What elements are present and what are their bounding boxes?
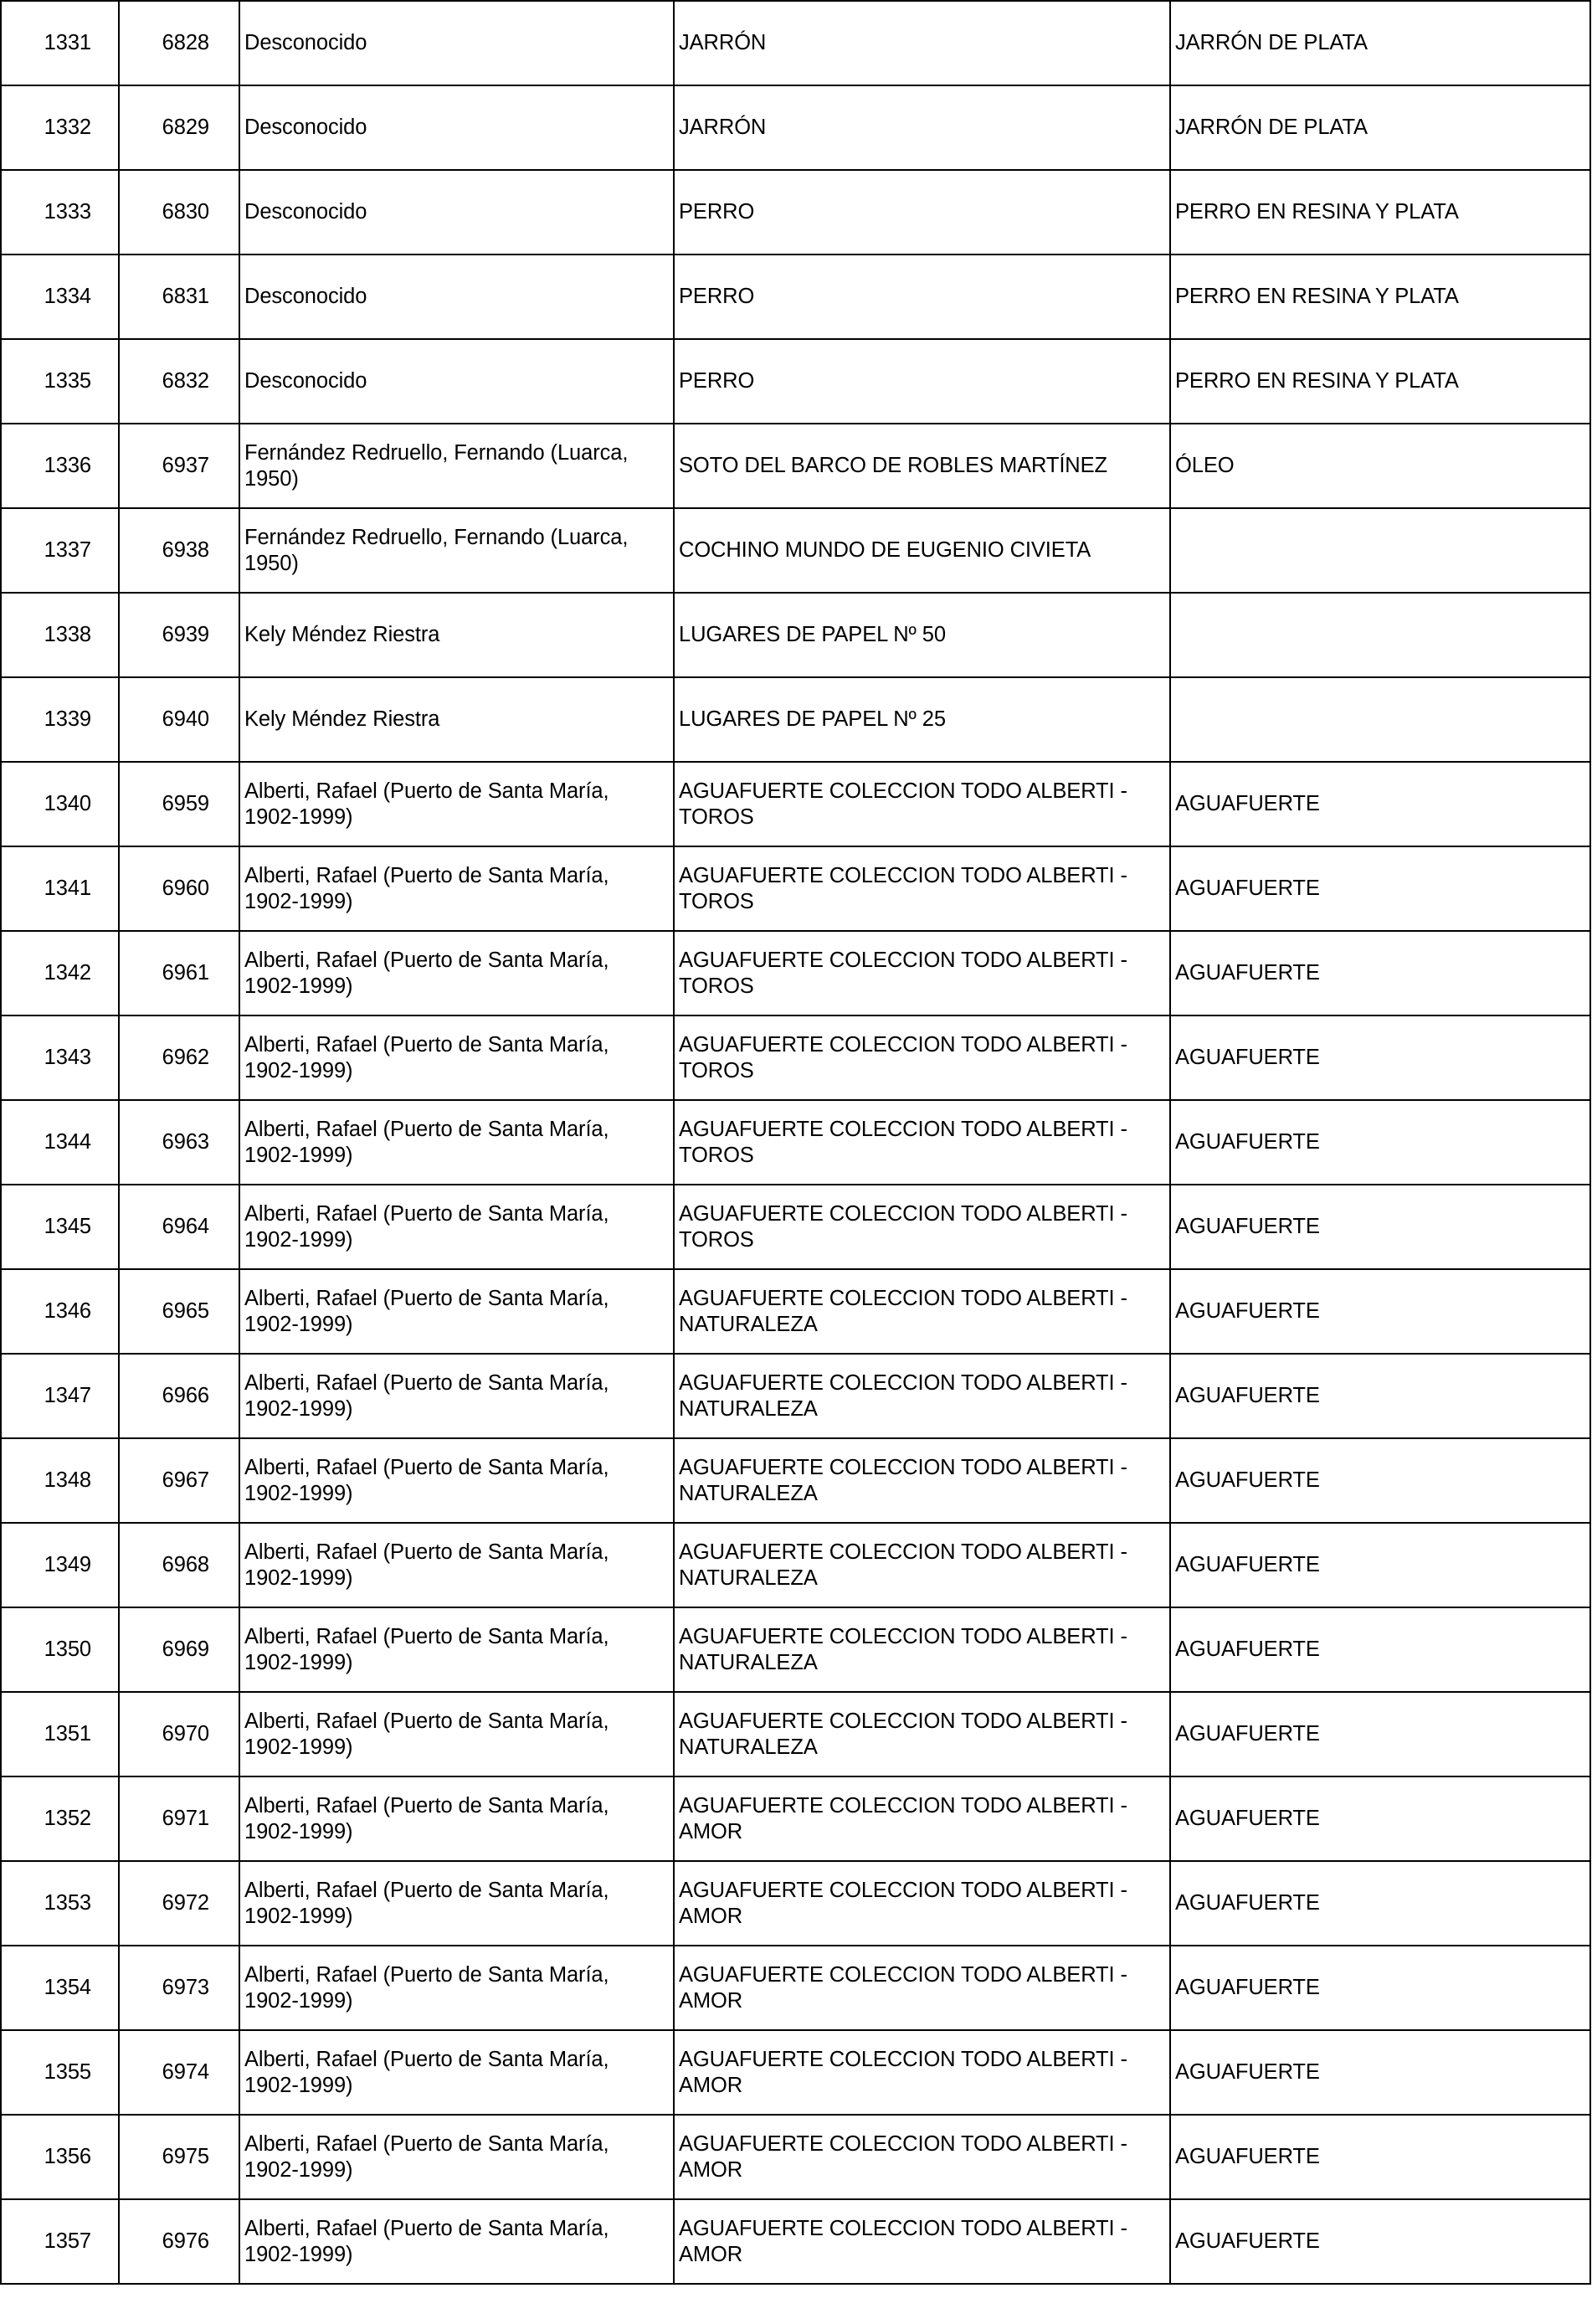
table-row: [1, 762, 1590, 846]
inventory-number-cell: 6966: [119, 1354, 239, 1438]
technique-cell: AGUAFUERTE: [1170, 1438, 1590, 1523]
row-number-cell: 1357: [1, 2199, 119, 2284]
author-cell: Desconocido: [239, 339, 674, 424]
inventory-number-cell: 6940: [119, 677, 239, 762]
row-number-cell: 1338: [1, 593, 119, 677]
title-cell: JARRÓN: [674, 1, 1170, 85]
row-number-cell: 1354: [1, 1946, 119, 2030]
table-row: [1, 255, 1590, 339]
technique-cell: AGUAFUERTE: [1170, 1776, 1590, 1861]
table-row: [1, 846, 1590, 931]
row-number-cell: 1342: [1, 931, 119, 1015]
technique-cell: AGUAFUERTE: [1170, 931, 1590, 1015]
row-number-cell: 1344: [1, 1100, 119, 1185]
table-row: [1, 508, 1590, 593]
author-cell: Alberti, Rafael (Puerto de Santa María, 1902-1999): [239, 1946, 674, 2030]
inventory-number-cell: 6832: [119, 339, 239, 424]
table-row: [1, 1776, 1590, 1861]
author-cell: Kely Méndez Riestra: [239, 677, 674, 762]
row-number-cell: 1334: [1, 255, 119, 339]
author-cell: Desconocido: [239, 1, 674, 85]
technique-cell: AGUAFUERTE: [1170, 2030, 1590, 2115]
technique-cell: JARRÓN DE PLATA: [1170, 1, 1590, 85]
inventory-number-cell: 6959: [119, 762, 239, 846]
inventory-number-cell: 6971: [119, 1776, 239, 1861]
row-number-cell: 1350: [1, 1607, 119, 1692]
table-row: [1, 2030, 1590, 2115]
title-cell: AGUAFUERTE COLECCION TODO ALBERTI - TOROS: [674, 931, 1170, 1015]
inventory-number-cell: 6830: [119, 170, 239, 255]
technique-cell: AGUAFUERTE: [1170, 1607, 1590, 1692]
table-row: [1, 1185, 1590, 1269]
author-cell: Alberti, Rafael (Puerto de Santa María, 1902-1999): [239, 1438, 674, 1523]
title-cell: AGUAFUERTE COLECCION TODO ALBERTI - AMOR: [674, 1946, 1170, 2030]
author-cell: Alberti, Rafael (Puerto de Santa María, 1902-1999): [239, 762, 674, 846]
title-cell: AGUAFUERTE COLECCION TODO ALBERTI - NATURALEZA: [674, 1523, 1170, 1607]
row-number-cell: 1353: [1, 1861, 119, 1946]
table-row: [1, 1100, 1590, 1185]
author-cell: Alberti, Rafael (Puerto de Santa María, 1902-1999): [239, 931, 674, 1015]
technique-cell: PERRO EN RESINA Y PLATA: [1170, 170, 1590, 255]
table-row: [1, 1354, 1590, 1438]
title-cell: AGUAFUERTE COLECCION TODO ALBERTI - TOROS: [674, 1185, 1170, 1269]
author-cell: Desconocido: [239, 170, 674, 255]
title-cell: LUGARES DE PAPEL Nº 25: [674, 677, 1170, 762]
technique-cell: [1170, 677, 1590, 762]
table-row: [1, 339, 1590, 424]
inventory-number-cell: 6964: [119, 1185, 239, 1269]
technique-cell: AGUAFUERTE: [1170, 762, 1590, 846]
technique-cell: [1170, 593, 1590, 677]
title-cell: AGUAFUERTE COLECCION TODO ALBERTI - AMOR: [674, 2199, 1170, 2284]
author-cell: Alberti, Rafael (Puerto de Santa María, 1902-1999): [239, 846, 674, 931]
technique-cell: AGUAFUERTE: [1170, 1861, 1590, 1946]
title-cell: AGUAFUERTE COLECCION TODO ALBERTI - TOROS: [674, 1100, 1170, 1185]
author-cell: Kely Méndez Riestra: [239, 593, 674, 677]
table-row: [1, 424, 1590, 508]
row-number-cell: 1337: [1, 508, 119, 593]
row-number-cell: 1335: [1, 339, 119, 424]
title-cell: SOTO DEL BARCO DE ROBLES MARTÍNEZ: [674, 424, 1170, 508]
title-cell: PERRO: [674, 170, 1170, 255]
row-number-cell: 1346: [1, 1269, 119, 1354]
inventory-number-cell: 6968: [119, 1523, 239, 1607]
table-row: [1, 1946, 1590, 2030]
table-row: [1, 1, 1590, 85]
inventory-number-cell: 6969: [119, 1607, 239, 1692]
technique-cell: JARRÓN DE PLATA: [1170, 85, 1590, 170]
inventory-number-cell: 6972: [119, 1861, 239, 1946]
row-number-cell: 1351: [1, 1692, 119, 1776]
title-cell: PERRO: [674, 339, 1170, 424]
table-row: [1, 1861, 1590, 1946]
author-cell: Desconocido: [239, 85, 674, 170]
row-number-cell: 1339: [1, 677, 119, 762]
table-row: [1, 1607, 1590, 1692]
author-cell: Alberti, Rafael (Puerto de Santa María, 1902-1999): [239, 1607, 674, 1692]
author-cell: Alberti, Rafael (Puerto de Santa María, 1902-1999): [239, 2199, 674, 2284]
title-cell: AGUAFUERTE COLECCION TODO ALBERTI - AMOR: [674, 2030, 1170, 2115]
title-cell: AGUAFUERTE COLECCION TODO ALBERTI - NATURALEZA: [674, 1607, 1170, 1692]
technique-cell: AGUAFUERTE: [1170, 1692, 1590, 1776]
technique-cell: AGUAFUERTE: [1170, 1100, 1590, 1185]
row-number-cell: 1343: [1, 1015, 119, 1100]
title-cell: AGUAFUERTE COLECCION TODO ALBERTI - AMOR: [674, 1776, 1170, 1861]
title-cell: LUGARES DE PAPEL Nº 50: [674, 593, 1170, 677]
technique-cell: PERRO EN RESINA Y PLATA: [1170, 255, 1590, 339]
technique-cell: [1170, 508, 1590, 593]
inventory-number-cell: 6967: [119, 1438, 239, 1523]
technique-cell: AGUAFUERTE: [1170, 1523, 1590, 1607]
author-cell: Fernández Redruello, Fernando (Luarca, 1950): [239, 424, 674, 508]
row-number-cell: 1349: [1, 1523, 119, 1607]
table-row: [1, 1015, 1590, 1100]
inventory-number-cell: 6970: [119, 1692, 239, 1776]
row-number-cell: 1355: [1, 2030, 119, 2115]
technique-cell: ÓLEO: [1170, 424, 1590, 508]
row-number-cell: 1332: [1, 85, 119, 170]
row-number-cell: 1352: [1, 1776, 119, 1861]
inventory-number-cell: 6938: [119, 508, 239, 593]
inventory-number-cell: 6961: [119, 931, 239, 1015]
row-number-cell: 1348: [1, 1438, 119, 1523]
technique-cell: AGUAFUERTE: [1170, 2115, 1590, 2199]
table-row: [1, 1438, 1590, 1523]
author-cell: Alberti, Rafael (Puerto de Santa María, 1902-1999): [239, 1523, 674, 1607]
author-cell: Alberti, Rafael (Puerto de Santa María, 1902-1999): [239, 1776, 674, 1861]
technique-cell: PERRO EN RESINA Y PLATA: [1170, 339, 1590, 424]
inventory-number-cell: 6960: [119, 846, 239, 931]
table-row: [1, 1523, 1590, 1607]
row-number-cell: 1331: [1, 1, 119, 85]
technique-cell: AGUAFUERTE: [1170, 1354, 1590, 1438]
row-number-cell: 1345: [1, 1185, 119, 1269]
row-number-cell: 1340: [1, 762, 119, 846]
technique-cell: AGUAFUERTE: [1170, 1185, 1590, 1269]
inventory-number-cell: 6829: [119, 85, 239, 170]
inventory-number-cell: 6828: [119, 1, 239, 85]
inventory-number-cell: 6973: [119, 1946, 239, 2030]
author-cell: Fernández Redruello, Fernando (Luarca, 1950): [239, 508, 674, 593]
inventory-table-body: [1, 1, 1590, 2284]
title-cell: AGUAFUERTE COLECCION TODO ALBERTI - TOROS: [674, 846, 1170, 931]
inventory-number-cell: 6965: [119, 1269, 239, 1354]
inventory-number-cell: 6831: [119, 255, 239, 339]
table-row: [1, 2199, 1590, 2284]
author-cell: Alberti, Rafael (Puerto de Santa María, 1902-1999): [239, 1185, 674, 1269]
table-row: [1, 677, 1590, 762]
author-cell: Desconocido: [239, 255, 674, 339]
technique-cell: AGUAFUERTE: [1170, 1946, 1590, 2030]
author-cell: Alberti, Rafael (Puerto de Santa María, 1902-1999): [239, 1269, 674, 1354]
technique-cell: AGUAFUERTE: [1170, 1269, 1590, 1354]
technique-cell: AGUAFUERTE: [1170, 1015, 1590, 1100]
inventory-number-cell: 6937: [119, 424, 239, 508]
table-row: [1, 593, 1590, 677]
author-cell: Alberti, Rafael (Puerto de Santa María, 1902-1999): [239, 1354, 674, 1438]
inventory-number-cell: 6939: [119, 593, 239, 677]
title-cell: JARRÓN: [674, 85, 1170, 170]
title-cell: AGUAFUERTE COLECCION TODO ALBERTI - NATURALEZA: [674, 1269, 1170, 1354]
title-cell: AGUAFUERTE COLECCION TODO ALBERTI - TOROS: [674, 1015, 1170, 1100]
table-row: [1, 2115, 1590, 2199]
author-cell: Alberti, Rafael (Puerto de Santa María, 1902-1999): [239, 1015, 674, 1100]
title-cell: AGUAFUERTE COLECCION TODO ALBERTI - NATURALEZA: [674, 1692, 1170, 1776]
author-cell: Alberti, Rafael (Puerto de Santa María, 1902-1999): [239, 1861, 674, 1946]
title-cell: AGUAFUERTE COLECCION TODO ALBERTI - AMOR: [674, 2115, 1170, 2199]
title-cell: AGUAFUERTE COLECCION TODO ALBERTI - AMOR: [674, 1861, 1170, 1946]
inventory-number-cell: 6974: [119, 2030, 239, 2115]
row-number-cell: 1341: [1, 846, 119, 931]
row-number-cell: 1347: [1, 1354, 119, 1438]
inventory-number-cell: 6975: [119, 2115, 239, 2199]
table-row: [1, 931, 1590, 1015]
technique-cell: AGUAFUERTE: [1170, 846, 1590, 931]
row-number-cell: 1333: [1, 170, 119, 255]
technique-cell: AGUAFUERTE: [1170, 2199, 1590, 2284]
author-cell: Alberti, Rafael (Puerto de Santa María, 1902-1999): [239, 1692, 674, 1776]
inventory-number-cell: 6963: [119, 1100, 239, 1185]
title-cell: AGUAFUERTE COLECCION TODO ALBERTI - TOROS: [674, 762, 1170, 846]
row-number-cell: 1336: [1, 424, 119, 508]
table-row: [1, 1692, 1590, 1776]
author-cell: Alberti, Rafael (Puerto de Santa María, 1902-1999): [239, 2115, 674, 2199]
table-row: [1, 170, 1590, 255]
author-cell: Alberti, Rafael (Puerto de Santa María, 1902-1999): [239, 2030, 674, 2115]
table-row: [1, 1269, 1590, 1354]
row-number-cell: 1356: [1, 2115, 119, 2199]
inventory-number-cell: 6962: [119, 1015, 239, 1100]
title-cell: AGUAFUERTE COLECCION TODO ALBERTI - NATURALEZA: [674, 1354, 1170, 1438]
title-cell: COCHINO MUNDO DE EUGENIO CIVIETA: [674, 508, 1170, 593]
table-row: [1, 85, 1590, 170]
title-cell: AGUAFUERTE COLECCION TODO ALBERTI - NATURALEZA: [674, 1438, 1170, 1523]
author-cell: Alberti, Rafael (Puerto de Santa María, 1902-1999): [239, 1100, 674, 1185]
title-cell: PERRO: [674, 255, 1170, 339]
inventory-number-cell: 6976: [119, 2199, 239, 2284]
